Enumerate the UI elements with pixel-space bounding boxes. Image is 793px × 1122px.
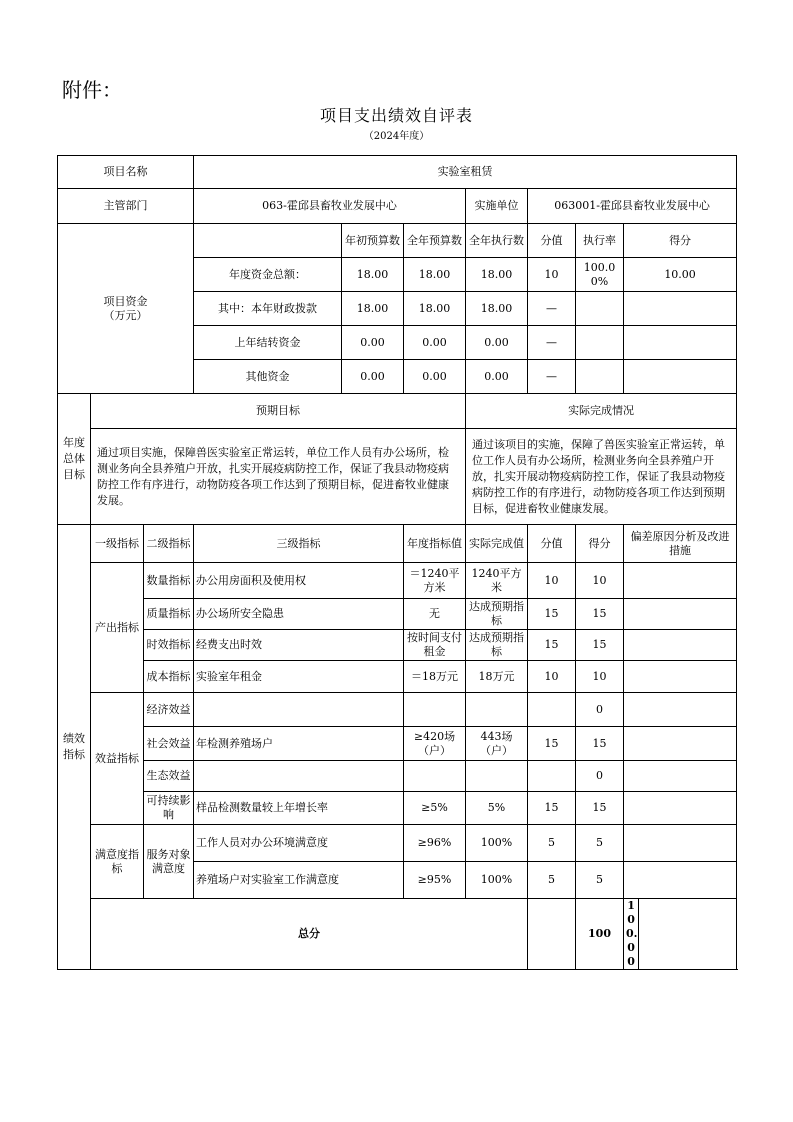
level3-cell: 办公用房面积及使用权 [194,563,404,599]
score-value-cell: 15 [528,792,576,825]
total-score-value: 100 [576,899,624,970]
target-cell [404,761,466,792]
indicator-row [58,761,737,792]
header-score-value: 分值 [528,525,576,563]
target-cell: ≥420场（户） [404,727,466,761]
level3-cell: 年检测养殖场户 [194,727,404,761]
level3-cell: 工作人员对办公环境满意度 [194,825,404,862]
level2-cell: 时效指标 [144,630,194,661]
funds-score-value: — [528,326,576,360]
funds-score-value: — [528,360,576,394]
funds-row-label: 其他资金 [194,360,342,394]
actual-cell: 5% [466,792,528,825]
score-value-cell: 15 [528,727,576,761]
level3-cell: 经费支出时效 [194,630,404,661]
score-cell: 10 [576,661,624,693]
funds-executed: 0.00 [466,326,528,360]
score-cell: 15 [576,727,624,761]
page-title: 项目支出绩效自评表 [319,106,473,125]
funds-score [624,326,737,360]
funds-executed: 18.00 [466,258,528,292]
deviation-cell [624,661,737,693]
performance-section-label: 绩效指标 [58,525,91,970]
score-cell: 5 [576,825,624,862]
actual-cell: 443场（户） [466,727,528,761]
header-level3: 三级指标 [194,525,404,563]
score-value-cell [528,693,576,727]
deviation-cell [624,825,737,862]
actual-cell: 1240平方米 [466,563,528,599]
funds-initial: 0.00 [342,360,404,394]
funds-row-label: 年度资金总额： [194,258,342,292]
header-score: 得分 [576,525,624,563]
funds-rate [576,360,624,394]
indicator-row [58,599,737,630]
score-value-cell [528,761,576,792]
actual-cell: 达成预期指标 [466,630,528,661]
funds-row-label: 上年结转资金 [194,326,342,360]
dept-label: 主管部门 [58,189,194,224]
funds-header-executed: 全年执行数 [466,224,528,258]
total-actual [528,899,576,970]
funds-annual: 18.00 [404,292,466,326]
funds-initial: 0.00 [342,326,404,360]
funds-header-annual: 全年预算数 [404,224,466,258]
funds-initial: 18.00 [342,258,404,292]
funds-section-label: 项目资金 （万元） [58,224,194,394]
funds-score-value: — [528,292,576,326]
target-cell: ≥96% [404,825,466,862]
level1-output: 产出指标 [91,563,144,693]
actual-cell: 100% [466,862,528,899]
funds-header-initial: 年初预算数 [342,224,404,258]
level2-cell: 质量指标 [144,599,194,630]
indicator-row [58,630,737,661]
funds-row-label: 其中：本年财政拨款 [194,292,342,326]
header-deviation: 偏差原因分析及改进措施 [624,525,737,563]
project-name-label: 项目名称 [58,156,194,189]
actual-cell: 达成预期指标 [466,599,528,630]
level1-benefit: 效益指标 [91,693,144,825]
indicator-row [58,661,737,693]
funds-annual: 0.00 [404,360,466,394]
funds-score [624,292,737,326]
total-row [58,899,737,970]
funds-executed: 18.00 [466,292,528,326]
expected-goal-text: 通过项目实施，保障兽医实验室正常运转，单位工作人员有办公场所，检测业务向全县养殖户开放，扎实开展疫病防控工作，保证了我县动物疫病防控工作有序进行，动物防疫各项工作达到了预期目标，促进畜牧业健康发展。 [91,429,466,525]
funds-rate [576,292,624,326]
score-cell: 15 [576,792,624,825]
level3-cell: 办公场所安全隐患 [194,599,404,630]
goals-section-label: 年度总体目标 [58,394,91,525]
score-cell: 5 [576,862,624,899]
deviation-cell [624,563,737,599]
deviation-cell [624,599,737,630]
target-cell: ≥95% [404,862,466,899]
score-cell: 0 [576,693,624,727]
score-cell: 10 [576,563,624,599]
deviation-cell [624,727,737,761]
funds-header-score: 得分 [624,224,737,258]
level3-cell [194,693,404,727]
indicator-row [58,727,737,761]
funds-executed: 0.00 [466,360,528,394]
score-value-cell: 15 [528,599,576,630]
project-name-value: 实验室租赁 [194,156,737,189]
attachment-label: 附件： [62,78,122,102]
level3-cell: 实验室年租金 [194,661,404,693]
actual-result-header: 实际完成情况 [466,394,737,429]
level2-cell: 数量指标 [144,563,194,599]
header-level2: 二级指标 [144,525,194,563]
impl-unit-value: 063001-霍邱县畜牧业发展中心 [528,189,737,224]
score-value-cell: 5 [528,825,576,862]
funds-annual: 0.00 [404,326,466,360]
level2-satisfaction: 服务对象满意度 [144,825,194,899]
level3-cell [194,761,404,792]
indicator-row [58,693,737,727]
funds-initial: 18.00 [342,292,404,326]
total-label: 总分 [91,899,528,970]
report-year: （2024年度） [363,131,430,142]
level2-cell: 成本指标 [144,661,194,693]
actual-result-text: 通过该项目的实施，保障了兽医实验室正常运转，单位工作人员有办公场所，检测业务向全县养殖户开放，扎实开展动物疫病防控工作，保证了我县动物疫病防控工作的有序进行，动物防疫各项工作达到预期目标，促进畜牧业健康发展。 [466,429,737,525]
indicator-row [58,563,737,599]
actual-cell [466,761,528,792]
score-cell: 15 [576,599,624,630]
score-value-cell: 15 [528,630,576,661]
deviation-cell [624,792,737,825]
deviation-cell [624,693,737,727]
score-cell: 0 [576,761,624,792]
indicator-row [58,825,737,862]
deviation-cell [624,761,737,792]
total-score: 100.00 [624,899,639,970]
impl-unit-label: 实施单位 [466,189,528,224]
funds-score: 10.00 [624,258,737,292]
level2-cell: 生态效益 [144,761,194,792]
header-level1: 一级指标 [91,525,144,563]
target-cell: 按时间支付租金 [404,630,466,661]
score-value-cell: 5 [528,862,576,899]
level1-satisfaction: 满意度指标 [91,825,144,899]
funds-header-rate: 执行率 [576,224,624,258]
indicator-row [58,792,737,825]
actual-cell: 18万元 [466,661,528,693]
header-target: 年度指标值 [404,525,466,563]
funds-rate: 100.00% [576,258,624,292]
score-cell: 15 [576,630,624,661]
deviation-cell [624,630,737,661]
funds-annual: 18.00 [404,258,466,292]
header-actual: 实际完成值 [466,525,528,563]
expected-goal-header: 预期目标 [91,394,466,429]
level2-cell: 社会效益 [144,727,194,761]
target-cell: ＝18万元 [404,661,466,693]
funds-header-score-value: 分值 [528,224,576,258]
target-cell: 无 [404,599,466,630]
funds-rate [576,326,624,360]
actual-cell [466,693,528,727]
level3-cell: 养殖场户对实验室工作满意度 [194,862,404,899]
target-cell: ＝1240平方米 [404,563,466,599]
dept-value: 063-霍邱县畜牧业发展中心 [194,189,466,224]
funds-score [624,360,737,394]
level3-cell: 样品检测数量较上年增长率 [194,792,404,825]
funds-header-blank [194,224,342,258]
deviation-cell [624,862,737,899]
actual-cell: 100% [466,825,528,862]
score-value-cell: 10 [528,563,576,599]
funds-score-value: 10 [528,258,576,292]
self-evaluation-table [57,155,737,970]
score-value-cell: 10 [528,661,576,693]
total-deviation [639,899,737,970]
level2-cell: 经济效益 [144,693,194,727]
level2-cell: 可持续影响 [144,792,194,825]
target-cell: ≥5% [404,792,466,825]
target-cell [404,693,466,727]
